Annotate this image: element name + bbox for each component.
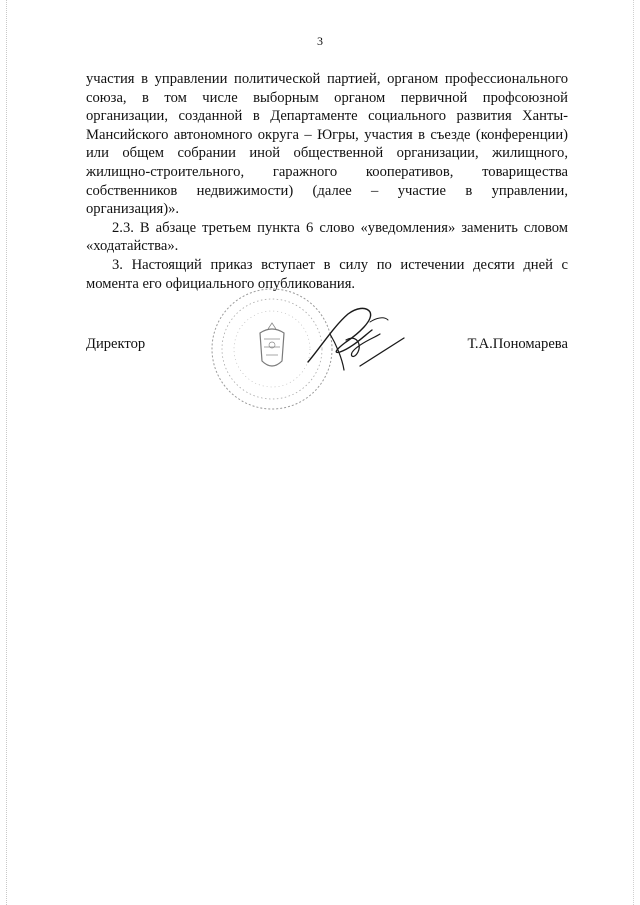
left-scan-edge [6, 0, 7, 905]
document-body [86, 70, 568, 293]
paragraph-item-3: 3. Настоящий приказ вступает в силу по истечении десяти дней с момента его официального опубликования. [86, 256, 568, 292]
signer-name: Т.А.Пономарева [467, 336, 568, 352]
paragraph-item-2-3: 2.3. В абзаце третьем пункта 6 слово «уведомления» заменить словом «ходатайства». [86, 219, 568, 255]
right-scan-edge [633, 0, 634, 905]
signature-block [86, 336, 568, 356]
paragraph-continuation: участия в управлении политической партией, органом профессионального союза, в том числе выборным органом первичной профсоюзной организации, созданной в Департаменте социального развития Ханты-Мансийского автономного округа – Югры, участия в съезде (конференции) или общем собрании иной общественной организации, жилищного, жилищно-строительного, гаражного кооперативов, товарищества собственников недвижимости) (далее – участие в управлении, организация)». [86, 71, 568, 218]
signer-title: Директор [86, 336, 146, 352]
page-number: 3 [317, 34, 323, 48]
